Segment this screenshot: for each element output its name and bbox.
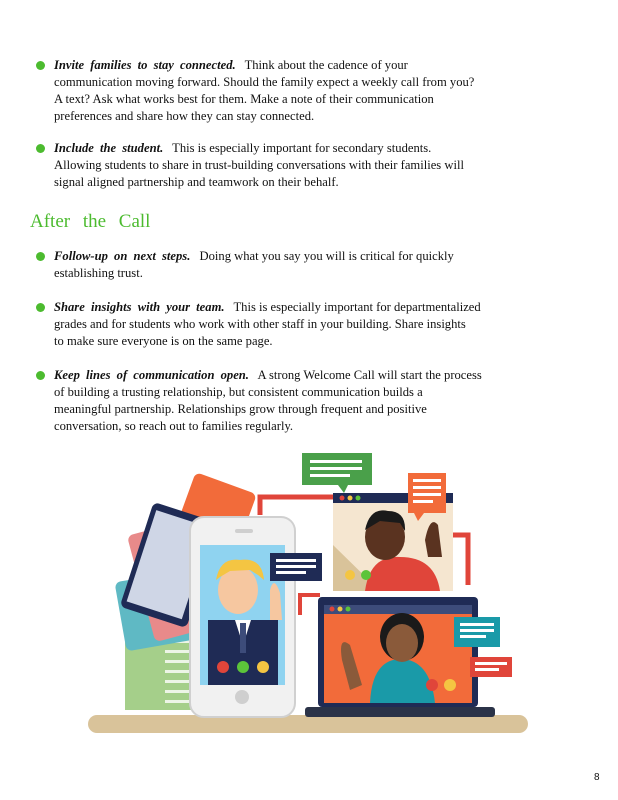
bullet-keep-lines-open: [36, 367, 556, 435]
bullet-invite-families: [36, 57, 556, 125]
bullet-line: A strong Welcome Call will start the process: [257, 368, 482, 382]
bullet-follow-up: [36, 248, 556, 282]
bullet-line: This is especially important for secondary students.: [172, 141, 432, 155]
bullet-line: preferences and share how they can stay connected.: [54, 109, 315, 123]
bullet-lead: Invite families to stay connected.: [54, 58, 236, 72]
video-call-illustration: [80, 445, 540, 745]
bullet-dot-icon: [36, 371, 45, 380]
video-call-devices-illustration-icon: [80, 445, 540, 740]
bullet-line: Think about the cadence of your: [244, 58, 408, 72]
bullet-line: Doing what you say you will is critical for quickly: [199, 249, 454, 263]
bullet-line: establishing trust.: [54, 266, 143, 280]
bullet-line: meaningful partnership. Relationships grow through frequent and positive: [54, 402, 427, 416]
bullet-line: conversation, so reach out to families regularly.: [54, 419, 294, 433]
bullet-lead: Follow-up on next steps.: [54, 249, 191, 263]
bullet-line: Allowing students to share in trust-building conversations with their families will: [54, 158, 464, 172]
bullet-line: communication moving forward. Should the family expect a weekly call from you?: [54, 75, 475, 89]
bullet-line: grades and for students who work with other staff in your building. Share insights: [54, 317, 466, 331]
bullet-line: of building a trusting relationship, but consistent communication builds a: [54, 385, 423, 399]
bullet-dot-icon: [36, 144, 45, 153]
page-number: 8: [594, 772, 600, 783]
bullet-line: to make sure everyone is on the same page.: [54, 334, 273, 348]
bullet-dot-icon: [36, 303, 45, 312]
bullet-lead: Keep lines of communication open.: [54, 368, 249, 382]
bullet-dot-icon: [36, 252, 45, 261]
bullet-include-student: [36, 140, 556, 191]
bullet-dot-icon: [36, 61, 45, 70]
bullet-lead: Share insights with your team.: [54, 300, 225, 314]
bullet-line: signal aligned partnership and teamwork on their behalf.: [54, 175, 339, 189]
bullet-line: This is especially important for departmentalized: [233, 300, 481, 314]
bullet-line: A text? Ask what works best for them. Make a note of their communication: [54, 92, 434, 106]
bullet-share-insights: [36, 299, 556, 350]
section-heading-after-call: After the Call: [30, 211, 151, 232]
bullet-lead: Include the student.: [54, 141, 164, 155]
